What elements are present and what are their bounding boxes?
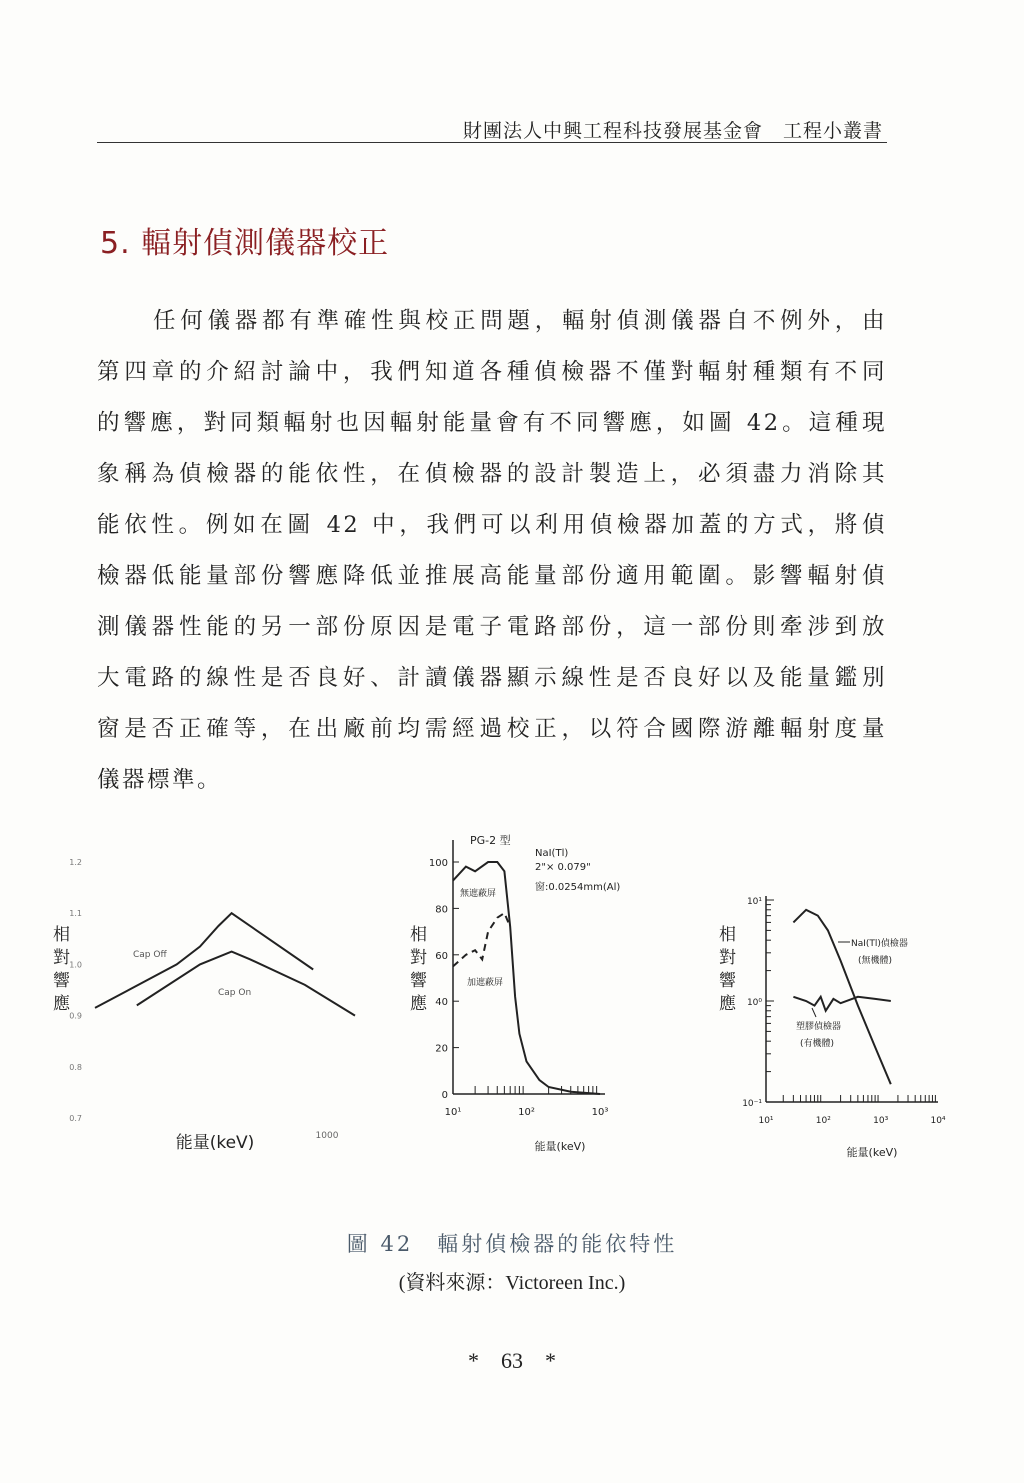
y-tick-label: 10¹ (746, 897, 762, 907)
x-tick-label: 10² (815, 1116, 831, 1126)
annotation: 塑膠偵檢器 (796, 1022, 842, 1032)
y-tick-label: 60 (435, 950, 448, 962)
y-axis-label: 相對響應 (406, 925, 426, 1017)
section-title: 5. 輻射偵測儀器校正 (100, 226, 390, 261)
y-tick-label: 100 (428, 858, 448, 869)
annotation: NaI(Tl) (535, 848, 569, 859)
x-tick-label: 10³ (873, 1116, 889, 1126)
x-tick-label: 10¹ (444, 1107, 462, 1118)
chart-nai-plastic-response (715, 896, 946, 1159)
x-tick-label: 10¹ (758, 1116, 774, 1126)
annotation: 無遮蔽屏 (460, 889, 497, 899)
chart-title: PG-2 型 (470, 834, 511, 847)
annotation-arrow (812, 1008, 816, 1017)
series-line (137, 952, 355, 1016)
y-tick-label: 10⁻¹ (742, 1099, 762, 1109)
annotation: (無機體) (858, 956, 893, 966)
annotation: (有機體) (800, 1039, 835, 1049)
y-axis-label: 相對響應 (715, 925, 735, 1017)
y-tick-label: 1.1 (69, 909, 82, 919)
annotation: 2"× 0.079" (535, 862, 591, 873)
x-axis-label: 能量(keV) (175, 1133, 255, 1153)
paragraph-line: 象稱為偵檢器的能依性，在偵檢器的設計製造上，必須盡力消除其 (97, 461, 887, 487)
x-tick-label: 10⁴ (930, 1116, 946, 1126)
y-tick-label: 10⁰ (746, 998, 762, 1008)
annotation: 窗:0.0254mm(Al) (535, 882, 621, 893)
paragraph-line: 大電路的線性是否良好、計讀儀器顯示線性是否良好以及能量鑑別 (97, 665, 887, 691)
chart-cap-response (49, 858, 355, 1153)
paragraph-line: 第四章的介紹討論中，我們知道各種偵檢器不僅對輻射種類有不同 (97, 359, 887, 385)
y-tick-label: 1.2 (69, 858, 82, 867)
y-tick-label: 0 (441, 1090, 448, 1101)
chart-pg2-response (406, 833, 620, 1153)
figure-42 (0, 820, 1024, 1200)
series-label: Cap On (218, 988, 252, 998)
page-header (97, 112, 887, 143)
paragraph-line: 能依性。例如在圖 42 中，我們可以利用偵檢器加蓋的方式，將偵 (97, 512, 887, 538)
y-tick-label: 20 (435, 1043, 448, 1055)
y-tick-label: 80 (435, 904, 448, 916)
figure-caption: 圖 42 輻射偵檢器的能依特性 (346, 1232, 678, 1256)
series-label: Cap Off (133, 950, 167, 960)
series-line (453, 913, 510, 966)
y-axis-label: 相對響應 (49, 925, 69, 1017)
body-paragraph (97, 296, 887, 806)
annotation: NaI(Tl)偵檢器 (851, 939, 908, 949)
paragraph-line: 任何儀器都有準確性與校正問題，輻射偵測儀器自不例外，由 (153, 308, 887, 334)
series-line (793, 997, 890, 1011)
series-line (793, 910, 893, 1084)
y-tick-label: 0.9 (69, 1011, 82, 1021)
paragraph-line: 的響應，對同類輻射也因輻射能量會有不同響應，如圖 42。這種現 (97, 410, 887, 436)
x-tick-label: 10² (518, 1107, 535, 1118)
header-text: 財團法人中興工程科技發展基金會 工程小叢書 (462, 120, 883, 142)
y-tick-label: 1.0 (69, 960, 82, 970)
x-tick-label: 1000 (315, 1131, 339, 1141)
x-axis-label: 能量(keV) (846, 1146, 898, 1159)
paragraph-line: 檢器低能量部份響應降低並推展高能量部份適用範圍。影響輻射偵 (97, 563, 887, 589)
x-axis-label: 能量(keV) (534, 1140, 586, 1153)
y-tick-label: 40 (435, 997, 448, 1009)
paragraph-line: 窗是否正確等，在出廠前均需經過校正，以符合國際游離輻射度量 (97, 716, 887, 742)
paragraph-line: 儀器標準。 (97, 767, 223, 793)
annotation: 加遮蔽屏 (467, 978, 504, 988)
series-line (95, 913, 313, 1008)
x-tick-label: 10³ (591, 1107, 609, 1118)
y-tick-label: 0.8 (69, 1062, 82, 1072)
y-tick-label: 0.7 (69, 1114, 82, 1123)
paragraph-line: 測儀器性能的另一部份原因是電子電路部份，這一部份則牽涉到放 (97, 614, 887, 640)
figure-source: (資料來源：Victoreen Inc.) (398, 1272, 626, 1294)
page-number: * 63 * (467, 1348, 556, 1373)
